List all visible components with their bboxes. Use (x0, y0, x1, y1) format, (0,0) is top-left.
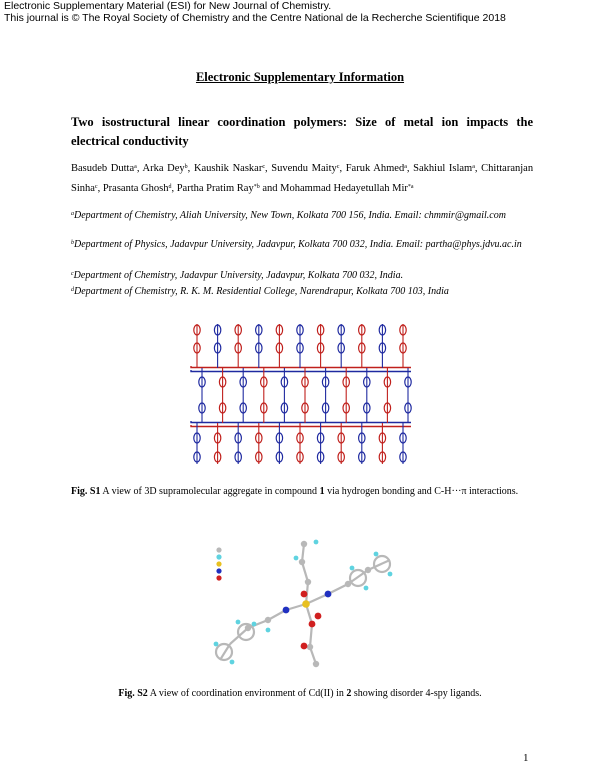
carbon-atom (301, 541, 307, 547)
affiliation-d (71, 283, 533, 299)
affiliation-text: Department of Chemistry, Jadavpur University, Jadavpur, Kolkata 700 032, India. (73, 270, 404, 281)
polymer-backbone (191, 421, 411, 423)
hydrogen-atom (252, 622, 257, 627)
figure-s2-coordination-environment (208, 532, 396, 677)
compound-number: 2 (346, 688, 352, 699)
hydrogen-atom (388, 572, 393, 577)
hydrogen-atom (236, 620, 241, 625)
affiliation-c (71, 267, 533, 283)
carbon-atom (299, 559, 305, 565)
author-affiliation-sup: c (262, 164, 265, 170)
author-name: Sakhiul Islam (413, 163, 473, 174)
affiliation-sup: a (71, 211, 74, 217)
hydrogen-atom (314, 540, 319, 545)
author-affiliation-sup: b (184, 164, 188, 170)
figure-s2-caption (0, 686, 600, 702)
author-name: Faruk Ahmed (345, 163, 405, 174)
author-affiliation-sup: *b (253, 184, 260, 190)
carbon-atom (365, 567, 371, 573)
caption-text: showing disorder 4-spy ligands. (351, 688, 482, 699)
affiliation-a (71, 207, 533, 223)
caption-text: A view of 3D supramolecular aggregate in compound (100, 486, 320, 497)
hydrogen-atom (266, 628, 271, 633)
author-name: Basudeb Dutta (71, 163, 135, 174)
carbon-atom (313, 661, 319, 667)
author-name: Mohammad Hedayetullah Mir (280, 183, 408, 194)
author-affiliation-sup: *a (407, 184, 414, 190)
atom-legend-dot (216, 554, 221, 559)
carbon-atom (307, 644, 313, 650)
author-name: Chittaranjan Sinha (71, 163, 534, 194)
carbon-atom (265, 617, 271, 623)
affiliation-b (71, 236, 533, 252)
hydrogen-atom (374, 552, 379, 557)
journal-header-line1: Electronic Supplementary Material (ESI) for New Journal of Chemistry. (4, 0, 332, 12)
polymer-backbone (191, 366, 411, 368)
esi-heading: Electronic Supplementary Information (195, 70, 405, 84)
author-name: Arka Dey (142, 163, 185, 174)
polymer-backbone (191, 370, 411, 372)
author-affiliation-sup: c (336, 164, 340, 170)
affiliation-text: Department of Chemistry, Aliah University, New Town, Kolkata 700 156, India. Email: chmmir@gmail.com (74, 210, 506, 221)
carbon-atom (245, 625, 251, 631)
author-affiliation-sup: a (472, 164, 475, 170)
figure-s1-caption (71, 484, 533, 500)
atom-legend-dot (216, 568, 221, 573)
bond (310, 624, 312, 647)
oxygen-atom (309, 621, 316, 628)
figure-s1-supramolecular-aggregate (183, 318, 419, 468)
author-affiliation-sup: a (404, 164, 407, 170)
figure-label: Fig. S1 (71, 486, 101, 497)
oxygen-atom (315, 613, 322, 620)
author-affiliation-sup: c (94, 184, 98, 190)
author-name: Kaushik Naskar (193, 163, 263, 174)
cadmium-atom (302, 600, 310, 608)
hydrogen-atom (294, 556, 299, 561)
affiliation-sup: d (71, 287, 74, 293)
atom-legend-dot (216, 547, 221, 552)
polymer-backbone (191, 425, 411, 427)
carbon-atom (305, 579, 311, 585)
author-name: Prasanta Ghosh (102, 183, 169, 194)
author-list: Basudeb Dutta$^a$, Arka Dey$^b$, Kaushik Naskar$^c$, Suvendu Maity$^c$, Faruk Ahmed$^a$, Sakhiul Islam$^a$, Chittaranjan Sinha$^c$, Prasanta Ghosh$^d$, Partha Pratim Ray$^{*b}$ and Mohammad Hedayetullah Mir$^{*a}$ (71, 163, 534, 194)
author-affiliation-sup: a (134, 164, 137, 170)
author-name: Suvendu Maity (271, 163, 337, 174)
carbon-atom (345, 581, 351, 587)
author-affiliation-sup: d (168, 184, 172, 190)
oxygen-atom (301, 591, 308, 598)
author-name: Partha Pratim Ray (176, 183, 254, 194)
affiliation-text: Department of Chemistry, R. K. M. Residential College, Narendrapur, Kolkata 700 103, India (74, 286, 449, 297)
hydrogen-atom (364, 586, 369, 591)
page-number: 1 (523, 752, 529, 764)
affiliation-sup: c (71, 271, 74, 277)
atom-legend-dot (216, 575, 221, 580)
oxygen-atom (301, 643, 308, 650)
hydrogen-atom (230, 660, 235, 665)
nitrogen-atom (325, 591, 332, 598)
nitrogen-atom (283, 607, 290, 614)
caption-text: via hydrogen bonding and C-H···π interactions. (324, 486, 519, 497)
atom-legend-dot (216, 561, 221, 566)
bond (368, 560, 390, 570)
figure-label: Fig. S2 (118, 688, 148, 699)
journal-header-line2: This journal is © The Royal Society of Chemistry and the Centre National de la Recherche Scientifique 2018 (4, 12, 506, 24)
paper-title: Two isostructural linear coordination polymers: Size of metal ion impacts the electrical conductivity (71, 115, 533, 148)
compound-number: 1 (319, 486, 325, 497)
hydrogen-atom (350, 566, 355, 571)
hydrogen-atom (214, 642, 219, 647)
caption-text: A view of coordination environment of Cd(II) in (147, 688, 347, 699)
author-conjunction: and (262, 183, 278, 194)
affiliation-text: Department of Physics, Jadavpur University, Jadavpur, Kolkata 700 032, India. Email: partha@phys.jdvu.ac.in (74, 239, 522, 250)
affiliation-sup: b (71, 240, 74, 246)
